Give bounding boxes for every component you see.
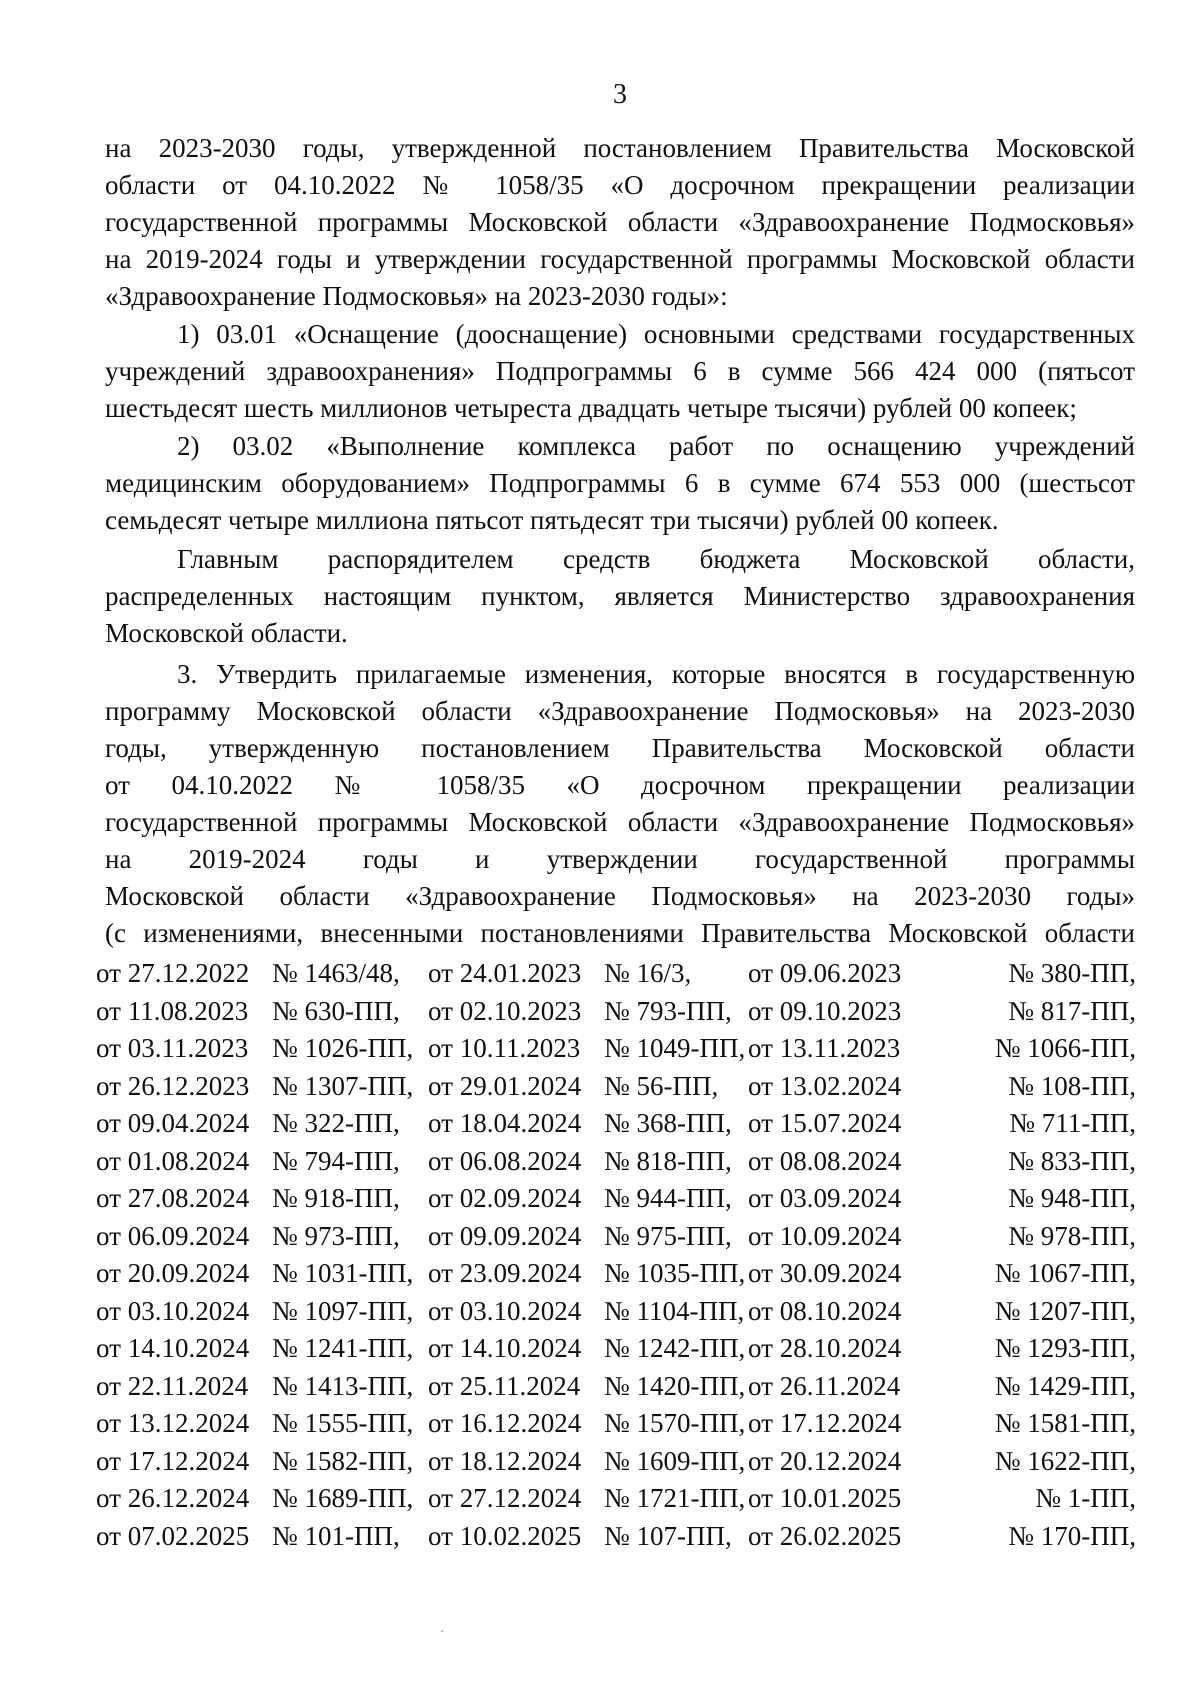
amendment-number: № 107-ПП, (604, 1520, 732, 1551)
amendment-number: № 16/3, (604, 958, 692, 988)
amendment-row (96, 1255, 1136, 1293)
amendment-date: от 26.12.2024 (96, 1483, 250, 1513)
amendment-number: № 1104-ПП, (604, 1295, 745, 1326)
amendment-number: № 1242-ПП, (604, 1333, 746, 1363)
amendment-number: № 1420-ПП, (604, 1370, 746, 1401)
amendment-number: № 1067-ПП, (994, 1258, 1136, 1288)
text-line: от 04.10.2022 № 1058/35 «О досрочном прекращении реализации (105, 770, 1135, 800)
amendment-date: от 15.07.2024 (748, 1108, 902, 1138)
amendment-date: от 27.08.2024 (96, 1183, 250, 1213)
amendment-row (96, 955, 1136, 993)
amendment-date: от 14.10.2024 (428, 1333, 582, 1363)
amendment-number: № 1689-ПП, (272, 1483, 414, 1513)
amendment-number: № 1721-ПП, (604, 1483, 746, 1513)
amendment-row (96, 1218, 1136, 1256)
amendment-number: № 944-ПП, (604, 1183, 732, 1213)
text-line: семьдесят четыре миллиона пятьсот пятьдесят три тысячи) рублей 00 копеек. (105, 505, 999, 535)
amendment-number: № 1429-ПП, (994, 1370, 1136, 1401)
amendment-row (96, 993, 1136, 1031)
amendment-number: № 170-ПП, (1008, 1520, 1136, 1551)
amendment-number: № 1-ПП, (1035, 1483, 1136, 1513)
text-line: программу Московской области «Здравоохранение Подмосковья» на 2023-2030 (105, 696, 1135, 726)
amendment-row (96, 1518, 1136, 1556)
amendment-date: от 28.10.2024 (748, 1333, 902, 1363)
amendment-date: от 03.11.2023 (96, 1033, 249, 1063)
amendment-number: № 793-ПП, (604, 995, 732, 1026)
amendment-number: № 56-ПП, (604, 1070, 719, 1101)
amendment-date: от 10.11.2023 (428, 1033, 581, 1063)
amendment-date: от 17.12.2024 (748, 1408, 902, 1438)
amendment-number: № 1049-ПП, (604, 1033, 746, 1063)
text-line: государственной программы Московской области «Здравоохранение Подмосковья» (105, 207, 1135, 237)
amendment-row (96, 1330, 1136, 1368)
text-line: 2) 03.02 «Выполнение комплекса работ по оснащению учреждений (177, 431, 1135, 461)
amendment-date: от 20.09.2024 (96, 1258, 250, 1288)
amendment-date: от 13.02.2024 (748, 1070, 902, 1101)
amendment-number: № 1097-ПП, (272, 1295, 414, 1326)
amendment-number: № 1307-ПП, (272, 1070, 414, 1101)
amendment-number: № 1609-ПП, (604, 1445, 746, 1476)
text-line: распределенных настоящим пунктом, является Министерство здравоохранения (105, 581, 1135, 611)
amendment-date: от 27.12.2022 (96, 958, 250, 988)
amendment-number: № 1035-ПП, (604, 1258, 746, 1288)
text-line: 3. Утвердить прилагаемые изменения, которые вносятся в государственную (177, 659, 1135, 689)
amendment-number: № 368-ПП, (604, 1108, 732, 1138)
amendment-number: № 1293-ПП, (994, 1333, 1136, 1363)
amendment-date: от 09.06.2023 (748, 958, 902, 988)
amendment-number: № 322-ПП, (272, 1108, 400, 1138)
amendment-date: от 11.08.2023 (96, 995, 249, 1026)
item-2-paragraph (105, 428, 1135, 539)
amendment-date: от 29.01.2024 (428, 1070, 582, 1101)
amendment-number: № 948-ПП, (1008, 1183, 1136, 1213)
amendment-row (96, 1443, 1136, 1481)
amendment-date: от 23.09.2024 (428, 1258, 582, 1288)
amendment-number: № 101-ПП, (272, 1520, 400, 1551)
amendment-number: № 1622-ПП, (994, 1445, 1136, 1476)
text-line: «Здравоохранение Подмосковья» на 2023-2030 годы»: (105, 281, 728, 311)
amendment-date: от 02.09.2024 (428, 1183, 582, 1213)
main-admin-paragraph (105, 541, 1135, 652)
amendment-date: от 18.04.2024 (428, 1108, 582, 1138)
amendment-number: № 1581-ПП, (994, 1408, 1136, 1438)
amendment-number: № 817-ПП, (1008, 995, 1136, 1026)
amendment-row (96, 1368, 1136, 1406)
amendment-date: от 03.10.2024 (428, 1295, 582, 1326)
amendment-date: от 14.10.2024 (96, 1333, 250, 1363)
text-line: Московской области. (105, 618, 348, 648)
amendment-date: от 10.01.2025 (748, 1483, 902, 1513)
amendment-number: № 1031-ПП, (272, 1258, 414, 1288)
amendment-date: от 06.09.2024 (96, 1220, 250, 1251)
amendments-list (96, 955, 1136, 1555)
amendment-row (96, 1143, 1136, 1181)
text-line: шестьдесят шесть миллионов четыреста двадцать четыре тысячи) рублей 00 копеек; (105, 393, 1077, 423)
amendment-date: от 25.11.2024 (428, 1370, 581, 1401)
amendment-date: от 24.01.2023 (428, 958, 582, 988)
amendment-number: № 1555-ПП, (272, 1408, 414, 1438)
amendment-number: № 1241-ПП, (272, 1333, 414, 1363)
text-line: на 2019-2024 годы и утверждении государственной программы Московской области (105, 244, 1135, 274)
amendment-date: от 09.09.2024 (428, 1220, 582, 1251)
amendment-number: № 380-ПП, (1008, 958, 1136, 988)
amendment-date: от 03.09.2024 (748, 1183, 902, 1213)
amendment-number: № 1026-ПП, (272, 1033, 414, 1063)
scan-speck (441, 1630, 443, 1632)
text-line: на 2019-2024 годы и утверждении государственной программы (105, 844, 1135, 874)
amendment-number: № 108-ПП, (1008, 1070, 1136, 1101)
page-number: 3 (613, 79, 627, 110)
amendment-date: от 07.02.2025 (96, 1520, 250, 1551)
text-line: государственной программы Московской области «Здравоохранение Подмосковья» (105, 807, 1135, 837)
amendment-row (96, 1180, 1136, 1218)
amendment-date: от 26.12.2023 (96, 1070, 250, 1101)
amendment-number: № 818-ПП, (604, 1145, 732, 1176)
amendment-date: от 13.12.2024 (96, 1408, 250, 1438)
amendment-date: от 26.11.2024 (748, 1370, 901, 1401)
amendment-date: от 10.09.2024 (748, 1220, 902, 1251)
amendment-date: от 27.12.2024 (428, 1483, 582, 1513)
point-3-paragraph (105, 656, 1135, 952)
item-1-paragraph (105, 316, 1135, 427)
amendment-number: № 973-ПП, (272, 1220, 400, 1251)
amendment-date: от 10.02.2025 (428, 1520, 582, 1551)
amendment-number: № 711-ПП, (1009, 1108, 1136, 1138)
amendment-number: № 630-ПП, (272, 995, 400, 1026)
amendment-date: от 09.10.2023 (748, 995, 902, 1026)
amendment-date: от 08.08.2024 (748, 1145, 902, 1176)
text-line: (с изменениями, внесенными постановлениями Правительства Московской области (105, 918, 1135, 948)
amendment-row (96, 1105, 1136, 1143)
text-line: Московской области «Здравоохранение Подмосковья» на 2023-2030 годы» (105, 881, 1135, 911)
amendment-date: от 22.11.2024 (96, 1370, 249, 1401)
text-line: медицинским оборудованием» Подпрограммы 6 в сумме 674 553 000 (шестьсот (105, 468, 1135, 498)
amendment-number: № 1066-ПП, (994, 1033, 1136, 1063)
amendment-row (96, 1030, 1136, 1068)
amendment-date: от 06.08.2024 (428, 1145, 582, 1176)
text-line: годы, утвержденную постановлением Правительства Московской области (105, 733, 1135, 763)
text-line: учреждений здравоохранения» Подпрограммы 6 в сумме 566 424 000 (пятьсот (105, 356, 1135, 386)
amendment-date: от 30.09.2024 (748, 1258, 902, 1288)
intro-paragraph (105, 130, 1135, 315)
amendment-date: от 26.02.2025 (748, 1520, 902, 1551)
amendment-number: № 1582-ПП, (272, 1445, 414, 1476)
amendment-date: от 01.08.2024 (96, 1145, 250, 1176)
amendment-date: от 17.12.2024 (96, 1445, 250, 1476)
text-line: 1) 03.01 «Оснащение (дооснащение) основными средствами государственных (177, 319, 1135, 349)
text-line: Главным распорядителем средств бюджета Московской области, (177, 544, 1135, 574)
amendment-date: от 13.11.2023 (748, 1033, 901, 1063)
text-line: области от 04.10.2022 № 1058/35 «О досрочном прекращении реализации (105, 170, 1135, 200)
amendment-date: от 16.12.2024 (428, 1408, 582, 1438)
amendment-number: № 1463/48, (272, 958, 400, 988)
amendment-row (96, 1068, 1136, 1106)
amendment-row (96, 1293, 1136, 1331)
amendment-row (96, 1480, 1136, 1518)
text-line: на 2023-2030 годы, утвержденной постановлением Правительства Московской (105, 133, 1135, 163)
amendment-number: № 833-ПП, (1008, 1145, 1136, 1176)
amendment-date: от 08.10.2024 (748, 1295, 902, 1326)
amendment-date: от 20.12.2024 (748, 1445, 902, 1476)
amendment-date: от 09.04.2024 (96, 1108, 250, 1138)
amendment-number: № 918-ПП, (272, 1183, 400, 1213)
amendment-number: № 978-ПП, (1008, 1220, 1136, 1251)
amendment-date: от 03.10.2024 (96, 1295, 250, 1326)
amendment-number: № 1570-ПП, (604, 1408, 746, 1438)
amendment-number: № 975-ПП, (604, 1220, 732, 1251)
amendment-number: № 1207-ПП, (994, 1295, 1136, 1326)
amendment-date: от 02.10.2023 (428, 995, 582, 1026)
amendment-row (96, 1405, 1136, 1443)
amendment-date: от 18.12.2024 (428, 1445, 582, 1476)
amendment-number: № 1413-ПП, (272, 1370, 414, 1401)
amendment-number: № 794-ПП, (272, 1145, 400, 1176)
